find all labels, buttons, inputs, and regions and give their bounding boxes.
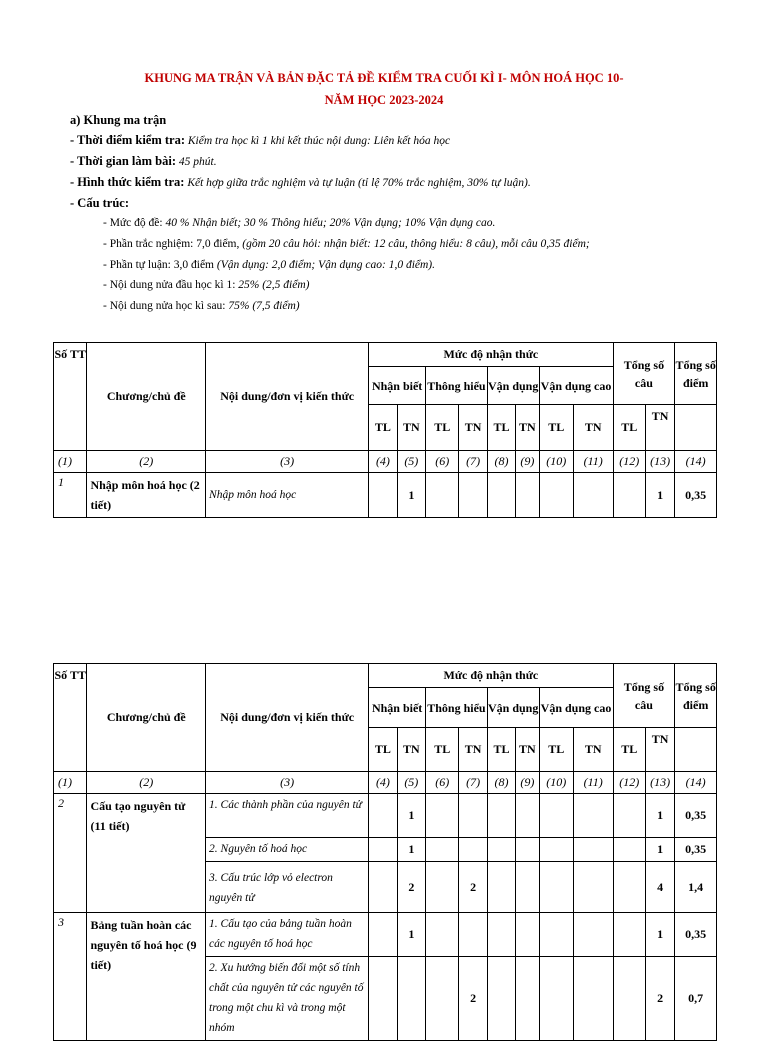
header-level: Mức độ nhận thức: [369, 664, 613, 688]
empty-cell: [426, 794, 459, 838]
empty-cell: [516, 473, 539, 518]
empty-cell: [613, 473, 645, 518]
header-van-dung-cao: Vận dụng cao: [539, 688, 613, 728]
index-cell: (3): [206, 451, 369, 473]
header-level: Mức độ nhận thức: [369, 343, 613, 367]
empty-cell: [516, 862, 539, 913]
structure-label: - Mức độ đề:: [103, 217, 166, 229]
index-cell: (12): [613, 451, 645, 473]
empty-cell: [573, 838, 613, 862]
header-nhan-biet: Nhận biết: [369, 688, 426, 728]
index-cell: (8): [487, 772, 515, 794]
empty-cell: [487, 838, 515, 862]
section-heading: a) Khung ma trận: [70, 113, 167, 127]
index-cell: (14): [675, 451, 717, 473]
empty-cell: [613, 862, 645, 913]
empty-cell: [487, 473, 515, 518]
nb-tn-value: 1: [397, 473, 425, 518]
matrix-table-2: [53, 663, 717, 1041]
structure-label: - Phần trắc nghiệm: 7,0 điểm,: [103, 238, 243, 250]
info-label: - Hình thức kiểm tra:: [70, 175, 185, 189]
header-van-dung: Vận dụng: [487, 367, 539, 405]
empty-cell: [369, 957, 397, 1041]
structure-detail: 25% (2,5 điểm): [238, 279, 310, 291]
index-cell: (1): [54, 772, 87, 794]
header-total-score: Tổng số điểm: [675, 343, 717, 405]
chapter-name: Nhập môn hoá học (2 tiết): [87, 473, 206, 518]
info-label: - Thời điểm kiểm tra:: [70, 133, 186, 147]
index-cell: (8): [487, 451, 515, 473]
content-unit: 1. Cấu tạo của bảng tuần hoàn các nguyên tố hoá học: [206, 913, 369, 957]
table-row: [54, 473, 717, 518]
row-stt: 3: [54, 913, 87, 1041]
header-nhan-biet: Nhận biết: [369, 367, 426, 405]
nb-tn-value: [397, 957, 425, 1041]
th-tn-value: [459, 838, 487, 862]
empty-cell: [516, 838, 539, 862]
header-content: Nội dung/đơn vị kiến thức: [206, 664, 369, 772]
row-stt: 1: [54, 473, 87, 518]
content-unit: 2. Xu hướng biến đổi một số tính chất của nguyên tử các nguyên tố trong một chu kì và trong một nhóm: [206, 957, 369, 1041]
doc-title-line2: NĂM HỌC 2023-2024: [324, 93, 444, 107]
empty-cell: [573, 957, 613, 1041]
header-thong-hieu: Thông hiểu: [426, 688, 488, 728]
th-tn-value: 2: [459, 862, 487, 913]
index-cell: (7): [459, 451, 487, 473]
nb-tn-value: 1: [397, 913, 425, 957]
total-questions-value: 1: [645, 913, 674, 957]
th-tn-value: [459, 913, 487, 957]
empty-cell: [613, 957, 645, 1041]
empty-cell: [573, 794, 613, 838]
header-tl: TL: [426, 728, 459, 772]
total-score-value: 0,35: [675, 473, 717, 518]
header-content: Nội dung/đơn vị kiến thức: [206, 343, 369, 451]
index-cell: (6): [426, 451, 459, 473]
total-score-value: 1,4: [675, 862, 717, 913]
info-label: - Cấu trúc:: [70, 196, 130, 210]
structure-detail: (gồm 20 câu hỏi: nhận biết: 12 câu, thông hiểu: 8 câu), mỗi câu 0,35 điểm;: [242, 238, 590, 250]
index-cell: (13): [645, 772, 674, 794]
index-cell: (2): [87, 772, 206, 794]
index-cell: (1): [54, 451, 87, 473]
empty-cell: [539, 838, 573, 862]
index-cell: (9): [516, 451, 539, 473]
index-cell: (11): [573, 451, 613, 473]
empty-cell: [573, 473, 613, 518]
header-chapter: Chương/chủ đề: [87, 343, 206, 451]
structure-label: - Nội dung nửa đầu học kì 1:: [103, 279, 239, 291]
index-cell: (4): [369, 451, 397, 473]
row-stt: 2: [54, 794, 87, 913]
header-tl: TL: [369, 728, 397, 772]
header-tn: TN: [516, 728, 539, 772]
header-total-questions: Tổng số câu: [613, 343, 675, 405]
empty-cell: [487, 957, 515, 1041]
content-unit: 1. Các thành phần của nguyên tử: [206, 794, 369, 838]
total-score-value: 0,35: [675, 838, 717, 862]
header-tn: TN: [397, 405, 425, 451]
empty-cell: [426, 473, 459, 518]
empty-cell: [426, 957, 459, 1041]
structure-line: [103, 217, 495, 229]
empty-cell: [613, 794, 645, 838]
structure-detail: 40 % Nhận biết; 30 % Thông hiểu; 20% Vận dụng; 10% Vận dụng cao.: [165, 217, 496, 229]
empty-cell: [675, 405, 717, 451]
index-cell: (5): [397, 772, 425, 794]
table-row: [54, 913, 717, 957]
structure-detail: 75% (7,5 điểm): [228, 300, 300, 312]
structure-label: - Nội dung nửa học kì sau:: [103, 300, 229, 312]
info-line: [70, 154, 217, 169]
header-tn: TN: [516, 405, 539, 451]
chapter-name: Bảng tuần hoàn các nguyên tố hoá học (9 tiết): [87, 913, 206, 1041]
empty-cell: [539, 473, 573, 518]
header-tn: TN: [573, 405, 613, 451]
empty-cell: [539, 862, 573, 913]
empty-cell: [369, 473, 397, 518]
header-tl: TL: [539, 728, 573, 772]
header-tn: TN: [397, 728, 425, 772]
empty-cell: [675, 728, 717, 772]
doc-title-line1: KHUNG MA TRẬN VÀ BẢN ĐẶC TẢ ĐỀ KIỂM TRA CUỐI KÌ I- MÔN HOÁ HỌC 10-: [144, 71, 624, 85]
empty-cell: [487, 794, 515, 838]
empty-cell: [613, 838, 645, 862]
header-tn: TN: [573, 728, 613, 772]
header-tl: TL: [613, 405, 645, 451]
empty-cell: [613, 913, 645, 957]
header-tl: TL: [369, 405, 397, 451]
total-questions-value: 4: [645, 862, 674, 913]
content-unit: 3. Cấu trúc lớp vỏ electron nguyên tử: [206, 862, 369, 913]
index-cell: (7): [459, 772, 487, 794]
structure-detail: (Vận dụng: 2,0 điểm; Vận dụng cao: 1,0 điểm).: [216, 259, 436, 271]
nb-tn-value: 1: [397, 794, 425, 838]
empty-cell: [516, 957, 539, 1041]
structure-line: [103, 279, 309, 291]
info-value: Kết hợp giữa trắc nghiệm và tự luận (tỉ lệ 70% trắc nghiệm, 30% tự luận).: [184, 177, 531, 189]
header-tl: TL: [426, 405, 459, 451]
info-line: [70, 175, 531, 190]
empty-cell: [369, 913, 397, 957]
header-tn: TN: [645, 728, 674, 772]
header-stt: Số TT: [54, 343, 87, 451]
empty-cell: [487, 913, 515, 957]
info-line: [70, 196, 129, 211]
empty-cell: [426, 913, 459, 957]
total-score-value: 0,7: [675, 957, 717, 1041]
nb-tn-value: 1: [397, 838, 425, 862]
structure-label: - Phần tự luận: 3,0 điểm: [103, 259, 217, 271]
empty-cell: [426, 862, 459, 913]
header-tn: TN: [645, 405, 674, 451]
empty-cell: [369, 794, 397, 838]
total-questions-value: 1: [645, 794, 674, 838]
structure-line: [103, 300, 300, 312]
empty-cell: [573, 913, 613, 957]
index-cell: (9): [516, 772, 539, 794]
total-score-value: 0,35: [675, 913, 717, 957]
header-total-questions: Tổng số câu: [613, 664, 675, 728]
empty-cell: [487, 862, 515, 913]
structure-line: [103, 238, 590, 250]
header-tl: TL: [613, 728, 645, 772]
header-tl: TL: [539, 405, 573, 451]
header-tl: TL: [487, 728, 515, 772]
index-cell: (12): [613, 772, 645, 794]
empty-cell: [539, 913, 573, 957]
header-tn: TN: [459, 728, 487, 772]
index-cell: (13): [645, 451, 674, 473]
th-tn-value: [459, 794, 487, 838]
chapter-name: Cấu tạo nguyên tử (11 tiết): [87, 794, 206, 913]
content-unit: Nhập môn hoá học: [206, 473, 369, 518]
empty-cell: [573, 862, 613, 913]
index-cell: (2): [87, 451, 206, 473]
total-questions-value: 2: [645, 957, 674, 1041]
index-cell: (5): [397, 451, 425, 473]
info-value: Kiểm tra học kì 1 khi kết thúc nội dung: Liên kết hóa học: [185, 135, 451, 147]
empty-cell: [369, 862, 397, 913]
empty-cell: [516, 794, 539, 838]
info-line: [70, 133, 450, 148]
header-van-dung: Vận dụng: [487, 688, 539, 728]
index-cell: (6): [426, 772, 459, 794]
total-questions-value: 1: [645, 838, 674, 862]
header-total-score: Tổng số điểm: [675, 664, 717, 728]
header-stt: Số TT: [54, 664, 87, 772]
nb-tn-value: 2: [397, 862, 425, 913]
total-score-value: 0,35: [675, 794, 717, 838]
index-cell: (10): [539, 451, 573, 473]
header-tl: TL: [487, 405, 515, 451]
empty-cell: [516, 913, 539, 957]
info-value: 45 phút.: [176, 156, 217, 168]
structure-line: [103, 259, 435, 271]
content-unit: 2. Nguyên tố hoá học: [206, 838, 369, 862]
index-cell: (3): [206, 772, 369, 794]
header-chapter: Chương/chủ đề: [87, 664, 206, 772]
index-cell: (4): [369, 772, 397, 794]
info-label: - Thời gian làm bài:: [70, 154, 177, 168]
table-row: [54, 794, 717, 838]
empty-cell: [539, 957, 573, 1041]
index-cell: (14): [675, 772, 717, 794]
total-questions-value: 1: [645, 473, 674, 518]
th-tn-value: 2: [459, 957, 487, 1041]
header-thong-hieu: Thông hiểu: [426, 367, 488, 405]
index-cell: (10): [539, 772, 573, 794]
matrix-table-1: [53, 342, 717, 518]
empty-cell: [426, 838, 459, 862]
header-tn: TN: [459, 405, 487, 451]
index-cell: (11): [573, 772, 613, 794]
empty-cell: [459, 473, 487, 518]
empty-cell: [369, 838, 397, 862]
empty-cell: [539, 794, 573, 838]
header-van-dung-cao: Vận dụng cao: [539, 367, 613, 405]
